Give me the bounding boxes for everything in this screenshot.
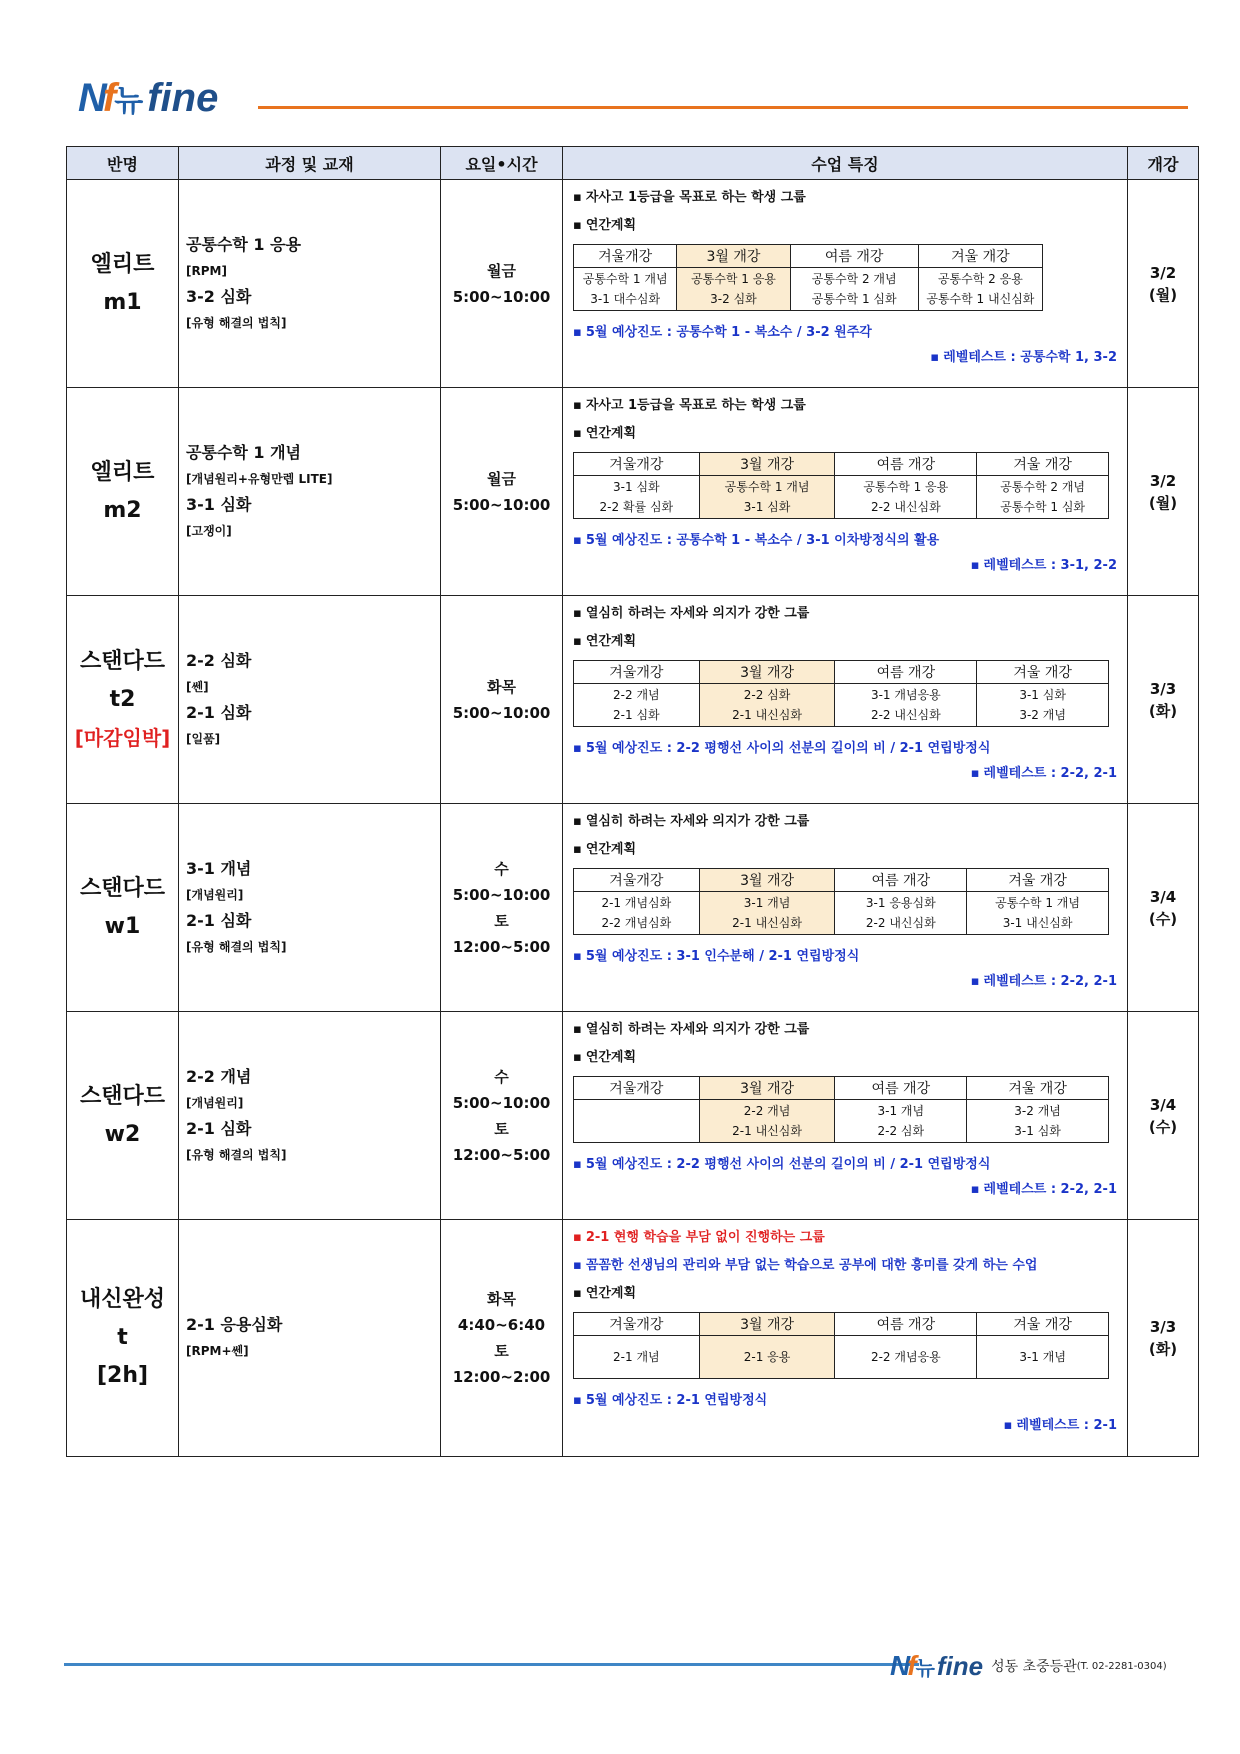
logo-fine: fine — [936, 1650, 984, 1681]
annual-plan-table: 겨울개강 3월 개강 여름 개강 겨울 개강 2-1 개념 2-1 응용 2-2 개념응용 3-1 개념 — [573, 1312, 1109, 1379]
col-header-time: 요일•시간 — [441, 147, 563, 180]
features-cell — [563, 1012, 1128, 1220]
course-cell: 2-2 심화 [쎈] 2-1 심화 [일품] — [179, 596, 441, 804]
page-header — [78, 75, 1188, 120]
course-cell: 공통수학 1 응용 [RPM] 3-2 심화 [유형 해결의 법칙] — [179, 180, 441, 388]
level-test-note: ▪ 레벨테스트 : 공통수학 1, 3-2 — [573, 347, 1117, 369]
time-cell: 화목 5:00~10:00 — [441, 596, 563, 804]
feature-bullet: ▪ 자사고 1등급을 목표로 하는 학생 그룹 — [573, 392, 1117, 420]
feature-bullet: ▪ 열심히 하려는 자세와 의지가 강한 그룹 — [573, 808, 1117, 836]
features-cell — [563, 596, 1128, 804]
open-date-cell: 3/4 (수) — [1128, 1012, 1199, 1220]
logo-mark: Nf — [78, 75, 113, 120]
deadline-badge: [마감임박] — [74, 725, 171, 750]
feature-bullet: ▪ 연간계획 — [573, 628, 1117, 656]
logo-korean: 뉴 — [915, 1655, 935, 1680]
class-schedule-table — [66, 146, 1199, 1457]
course-cell: 공통수학 1 개념 [개념원리+유형만렙 LITE] 3-1 심화 [고쟁이] — [179, 388, 441, 596]
open-date-cell: 3/4 (수) — [1128, 804, 1199, 1012]
table-row — [67, 1012, 1199, 1220]
progress-note: ▪ 5월 예상진도 : 공통수학 1 - 복소수 / 3-2 원주각 — [573, 319, 1117, 347]
course-cell: 2-1 응용심화 [RPM+쎈] — [179, 1220, 441, 1457]
features-cell — [563, 1220, 1128, 1457]
col-header-features: 수업 특징 — [563, 147, 1128, 180]
branch-phone: (T. 02-2281-0304) — [1076, 1660, 1167, 1672]
feature-bullet: ▪ 2-1 현행 학습을 부담 없이 진행하는 그룹 — [573, 1224, 1117, 1252]
table-header-row — [67, 147, 1199, 180]
logo-fine: fine — [147, 75, 219, 120]
level-test-note: ▪ 레벨테스트 : 2-2, 2-1 — [573, 763, 1117, 785]
progress-note: ▪ 5월 예상진도 : 2-2 평행선 사이의 선분의 길이의 비 / 2-1 연립방정식 — [573, 735, 1117, 763]
class-name-cell: 내신완성 t [2h] — [67, 1220, 179, 1457]
feature-bullet: ▪ 연간계획 — [573, 1280, 1117, 1308]
footer-divider — [64, 1663, 919, 1666]
logo-korean: 뉴 — [114, 84, 144, 119]
course-cell: 3-1 개념 [개념원리] 2-1 심화 [유형 해결의 법칙] — [179, 804, 441, 1012]
feature-bullet: ▪ 열심히 하려는 자세와 의지가 강한 그룹 — [573, 600, 1117, 628]
annual-plan-table: 겨울개강 3월 개강 여름 개강 겨울 개강 2-2 개념 2-1 심화 2-2 심화 2-1 내신심화 3-1 개념응용 2-2 내신심화 3-1 심화 3-2 개념 — [573, 660, 1109, 727]
progress-note: ▪ 5월 예상진도 : 공통수학 1 - 복소수 / 3-1 이차방정식의 활용 — [573, 527, 1117, 555]
table-row — [67, 804, 1199, 1012]
level-test-note: ▪ 레벨테스트 : 3-1, 2-2 — [573, 555, 1117, 577]
class-name-cell: 엘리트 m2 — [67, 388, 179, 596]
col-header-open: 개강 — [1128, 147, 1199, 180]
class-name-cell: 스탠다드 w1 — [67, 804, 179, 1012]
table-row — [67, 596, 1199, 804]
feature-bullet: ▪ 자사고 1등급을 목표로 하는 학생 그룹 — [573, 184, 1117, 212]
branch-name: 성동 초중등관 — [991, 1659, 1077, 1675]
class-name-cell: 엘리트 m1 — [67, 180, 179, 388]
annual-plan-table: 겨울개강 3월 개강 여름 개강 겨울 개강 3-1 심화 2-2 확률 심화 공통수학 1 개념 3-1 심화 공통수학 1 응용 2-2 내신심화 공통수학 2 개념 공통수학 1 심화 — [573, 452, 1109, 519]
progress-note: ▪ 5월 예상진도 : 2-1 연립방정식 — [573, 1387, 1117, 1415]
class-name-cell: 스탠다드 t2 [마감임박] — [67, 596, 179, 804]
time-cell: 월금 5:00~10:00 — [441, 180, 563, 388]
progress-note: ▪ 5월 예상진도 : 3-1 인수분해 / 2-1 연립방정식 — [573, 943, 1117, 971]
time-cell: 화목 4:40~6:40 토 12:00~2:00 — [441, 1220, 563, 1457]
logo-mark: Nf — [890, 1650, 914, 1681]
time-cell: 수 5:00~10:00 토 12:00~5:00 — [441, 804, 563, 1012]
features-cell — [563, 180, 1128, 388]
brand-logo — [78, 75, 219, 120]
feature-bullet: ▪ 연간계획 — [573, 212, 1117, 240]
col-header-course: 과정 및 교재 — [179, 147, 441, 180]
open-date-cell: 3/2 (월) — [1128, 180, 1199, 388]
open-date-cell: 3/2 (월) — [1128, 388, 1199, 596]
table-row — [67, 388, 1199, 596]
col-header-class: 반명 — [67, 147, 179, 180]
footer-brand — [890, 1650, 1167, 1682]
level-test-note: ▪ 레벨테스트 : 2-2, 2-1 — [573, 1179, 1117, 1201]
feature-bullet: ▪ 연간계획 — [573, 1044, 1117, 1072]
table-row — [67, 180, 1199, 388]
annual-plan-table: 겨울개강 3월 개강 여름 개강 겨울 개강 2-1 개념심화 2-2 개념심화 3-1 개념 2-1 내신심화 3-1 응용심화 2-2 내신심화 공통수학 1 개념 3-1 내신심화 — [573, 868, 1109, 935]
table-row — [67, 1220, 1199, 1457]
features-cell — [563, 388, 1128, 596]
time-cell: 월금 5:00~10:00 — [441, 388, 563, 596]
feature-bullet: ▪ 연간계획 — [573, 836, 1117, 864]
progress-note: ▪ 5월 예상진도 : 2-2 평행선 사이의 선분의 길이의 비 / 2-1 연립방정식 — [573, 1151, 1117, 1179]
feature-bullet: ▪ 연간계획 — [573, 420, 1117, 448]
open-date-cell: 3/3 (화) — [1128, 596, 1199, 804]
level-test-note: ▪ 레벨테스트 : 2-2, 2-1 — [573, 971, 1117, 993]
feature-bullet: ▪ 꼼꼼한 선생님의 관리와 부담 없는 학습으로 공부에 대한 흥미를 갖게 하는 수업 — [573, 1252, 1117, 1280]
level-test-note: ▪ 레벨테스트 : 2-1 — [573, 1415, 1117, 1437]
features-cell — [563, 804, 1128, 1012]
time-cell: 수 5:00~10:00 토 12:00~5:00 — [441, 1012, 563, 1220]
annual-plan-table: 겨울개강 3월 개강 여름 개강 겨울 개강 2-2 개념 2-1 내신심화 3-1 개념 2-2 심화 3-2 개념 3-1 심화 — [573, 1076, 1109, 1143]
feature-bullet: ▪ 열심히 하려는 자세와 의지가 강한 그룹 — [573, 1016, 1117, 1044]
header-divider — [258, 106, 1188, 109]
course-cell: 2-2 개념 [개념원리] 2-1 심화 [유형 해결의 법칙] — [179, 1012, 441, 1220]
class-name-cell: 스탠다드 w2 — [67, 1012, 179, 1220]
annual-plan-table: 겨울개강 3월 개강 여름 개강 겨울 개강 공통수학 1 개념 3-1 대수심화 공통수학 1 응용 3-2 심화 공통수학 2 개념 공통수학 1 심화 공통수학 2 응용 공통수학 1 내신심화 — [573, 244, 1043, 311]
open-date-cell: 3/3 (화) — [1128, 1220, 1199, 1457]
